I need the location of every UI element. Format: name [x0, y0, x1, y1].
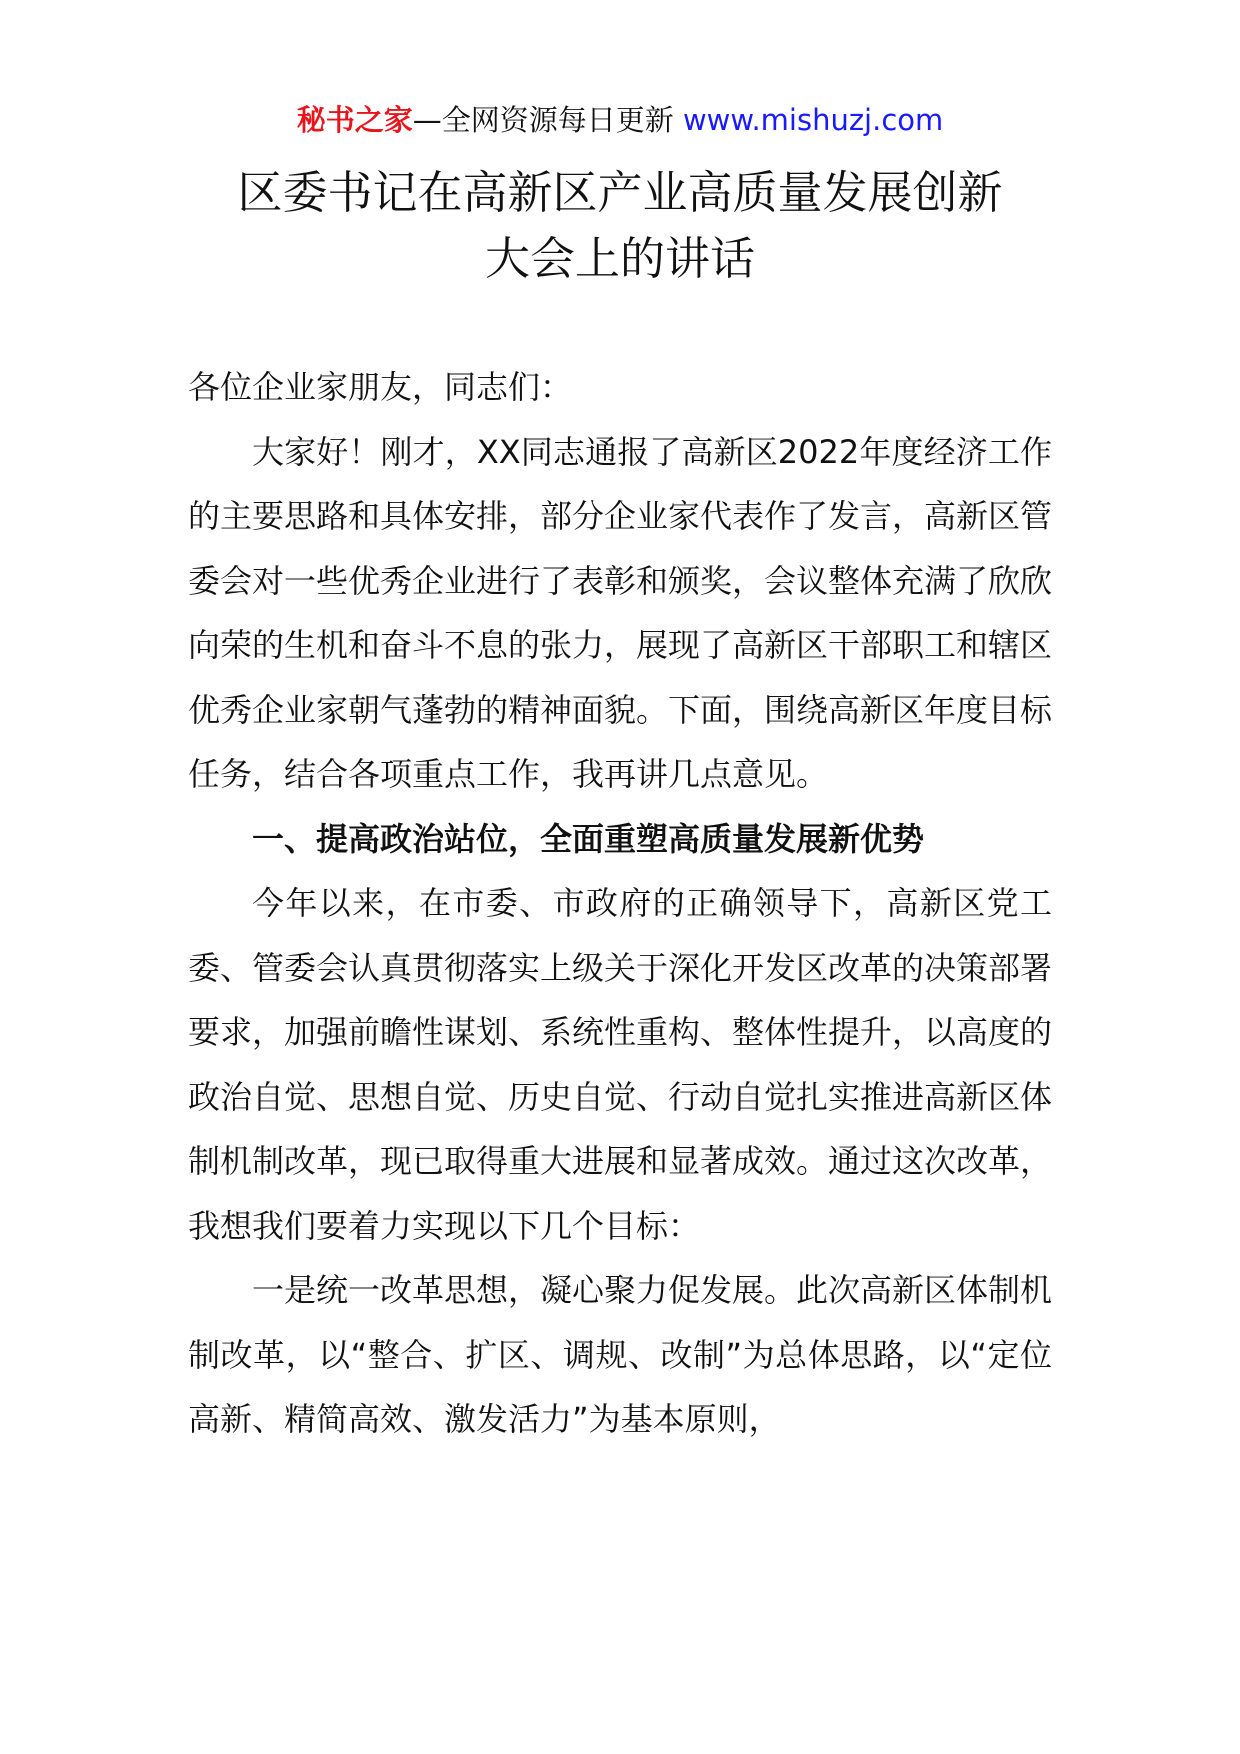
- brand-url: www.mishuzj.com: [682, 103, 944, 137]
- title-line-1: 区委书记在高新区产业高质量发展创新: [237, 166, 1003, 219]
- paragraph: 大家好！刚才，XX同志通报了高新区2022年度经济工作的主要思路和具体安排，部分企业家代表作了发言，高新区管委会对一些优秀企业进行了表彰和颁奖，会议整体充满了欣欣向荣的生机和奋斗不息的张力，展现了高新区干部职工和辖区优秀企业家朝气蓬勃的精神面貌。下面，围绕高新区年度目标任务，结合各项重点工作，我再讲几点意见。: [188, 432, 1053, 793]
- salutation: 各位企业家朋友，同志们：: [188, 368, 573, 406]
- document-title: [0, 160, 1240, 292]
- brand-tagline: —全网资源每日更新: [412, 103, 683, 137]
- section-heading: 一、提高政治站位，全面重塑高质量发展新优势: [252, 819, 925, 858]
- paragraph: 今年以来，在市委、市政府的正确领导下，高新区党工委、管委会认真贯彻落实上级关于深化开发区改革的决策部署要求，加强前瞻性谋划、系统性重构、整体性提升，以高度的政治自觉、思想自觉、历史自觉、行动自觉扎实推进高新区体制机制改革，现已取得重大进展和显著成效。通过这次改革，我想我们要着力实现以下几个目标：: [188, 884, 1053, 1245]
- brand-name: 秘书之家: [296, 103, 413, 137]
- document-body: [188, 355, 1052, 1452]
- paragraph: 一是统一改革思想，凝心聚力促发展。此次高新区体制机制改革，以“整合、扩区、调规、改制”为总体思路，以“定位高新、精简高效、激发活力”为基本原则，: [188, 1271, 1053, 1438]
- title-line-2: 大会上的讲话: [484, 232, 755, 285]
- watermark-header: [0, 100, 1240, 140]
